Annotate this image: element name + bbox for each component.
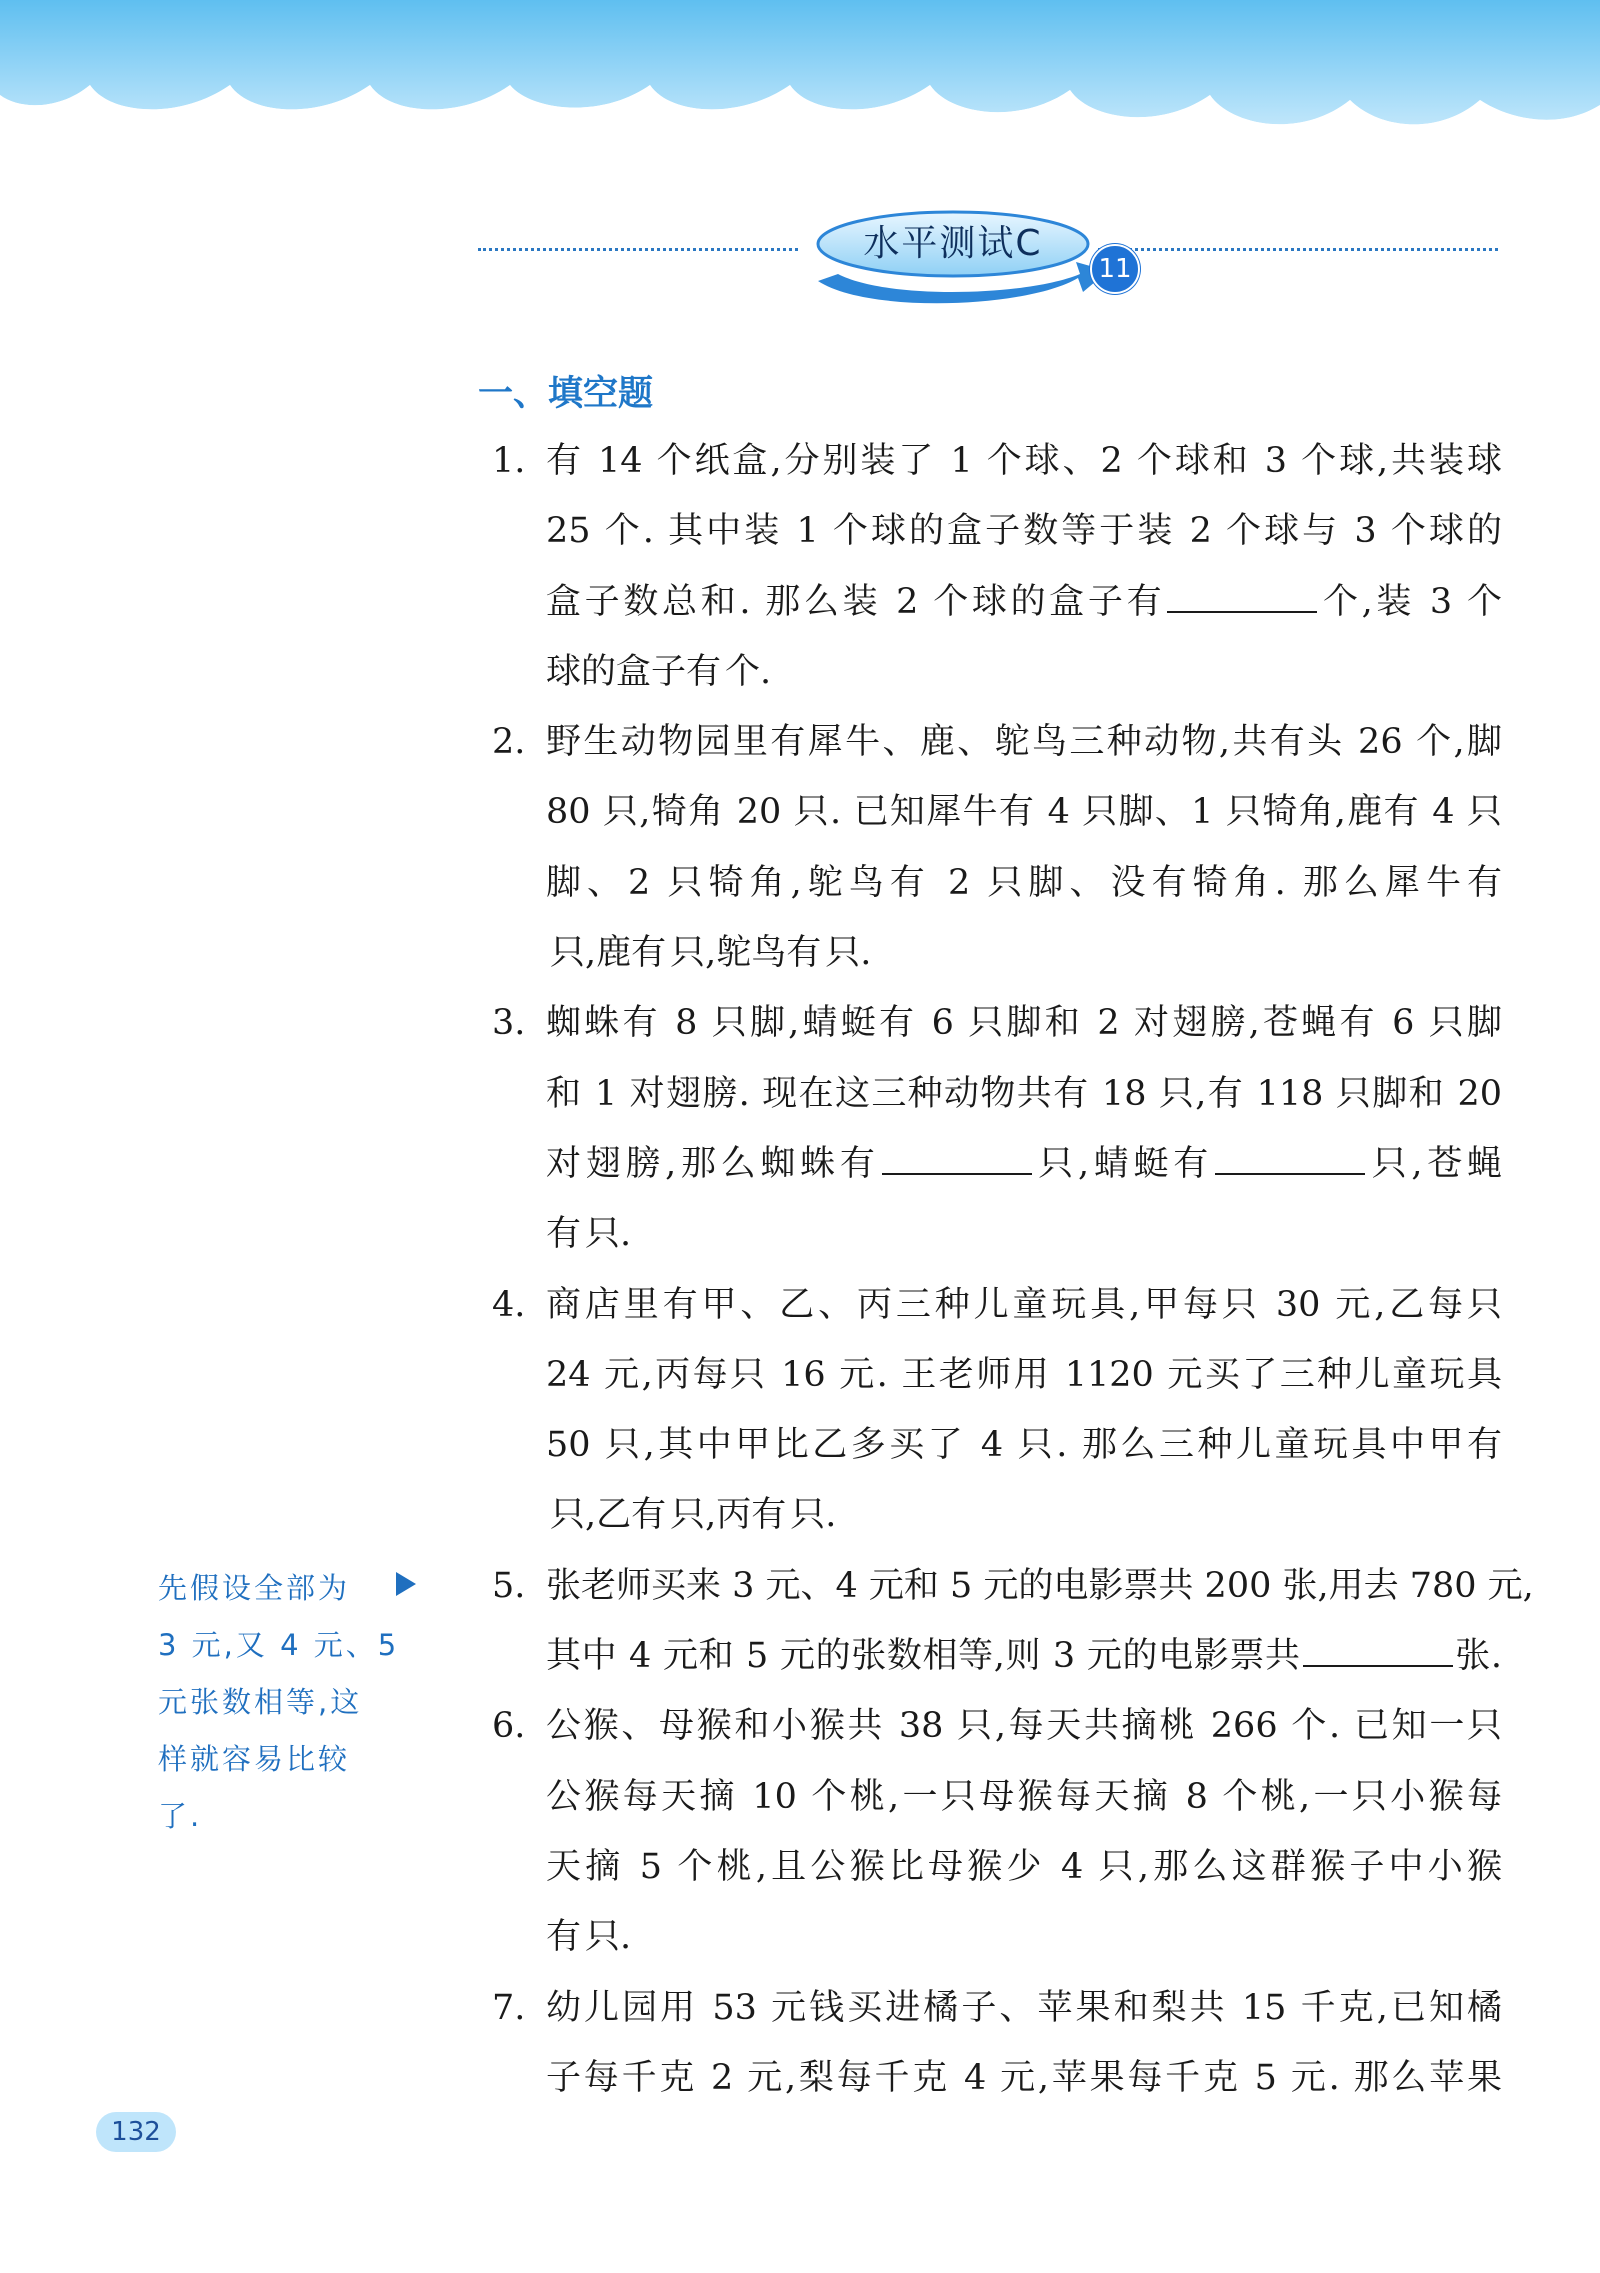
problem-3 xyxy=(492,988,1502,1269)
header-dotted-rule-right xyxy=(1098,248,1498,251)
problem-line: 只,鹿有 只,鸵鸟有 只. xyxy=(550,933,872,974)
test-title: 水平测试C xyxy=(863,223,1043,264)
problem-line: 盒子数总和. 那么装 2 个球的盒子有 个,装 3 个 xyxy=(546,567,1502,637)
chapter-header xyxy=(478,196,1498,306)
problem-number: 2. xyxy=(492,722,526,763)
margin-hint xyxy=(158,1560,418,1845)
hint-line: 元张数相等,这 xyxy=(158,1685,363,1719)
problem-line: 50 只,其中甲比乙多买了 4 只. 那么三种儿童玩具中甲有 xyxy=(546,1425,1502,1466)
sky-cloud-banner xyxy=(0,0,1600,170)
title-badge xyxy=(778,196,1118,316)
problem-line: 24 元,丙每只 16 元. 王老师用 1120 元买了三种儿童玩具 xyxy=(546,1354,1502,1395)
page-number: 132 xyxy=(96,2112,176,2152)
answer-blank[interactable] xyxy=(1167,571,1317,613)
problem-line: 其中 4 元和 5 元的张数相等,则 3 元的电影票共 张. xyxy=(546,1621,1502,1691)
pointer-arrow-icon xyxy=(396,1572,416,1596)
section-heading: 一、填空题 xyxy=(478,374,654,414)
problem-line: 幼儿园用 53 元钱买进橘子、苹果和梨共 15 千克,已知橘 xyxy=(546,1987,1502,2028)
problem-number: 6. xyxy=(492,1706,526,1747)
hint-line: 样就容易比较 xyxy=(158,1742,351,1776)
hint-line: 了. xyxy=(158,1799,203,1833)
hint-line: 先假设全部为 xyxy=(158,1571,351,1605)
problem-line: 蜘蛛有 8 只脚,蜻蜓有 6 只脚和 2 对翅膀,苍蝇有 6 只脚 xyxy=(546,1003,1502,1044)
problem-line: 有 只. xyxy=(546,1214,632,1255)
problem-5 xyxy=(492,1551,1534,1692)
problem-line: 和 1 对翅膀. 现在这三种动物共有 18 只,有 118 只脚和 20 xyxy=(546,1073,1502,1114)
problem-line: 有 只. xyxy=(546,1917,632,1958)
problem-6 xyxy=(492,1691,1502,1972)
problem-line: 张老师买来 3 元、4 元和 5 元的电影票共 200 张,用去 780 元, xyxy=(546,1565,1534,1606)
header-dotted-rule-left xyxy=(478,248,798,251)
problem-number: 4. xyxy=(492,1284,526,1325)
problem-line: 只,乙有 只,丙有 只. xyxy=(550,1495,837,1536)
problem-line: 天摘 5 个桃,且公猴比母猴少 4 只,那么这群猴子中小猴 xyxy=(546,1846,1502,1887)
problem-line: 公猴每天摘 10 个桃,一只母猴每天摘 8 个桃,一只小猴每 xyxy=(546,1776,1502,1817)
problem-line: 商店里有甲、乙、丙三种儿童玩具,甲每只 30 元,乙每只 xyxy=(546,1284,1502,1325)
problem-line: 80 只,犄角 20 只. 已知犀牛有 4 只脚、1 只犄角,鹿有 4 只 xyxy=(546,792,1502,833)
problem-number: 5. xyxy=(492,1565,526,1606)
problem-7 xyxy=(492,1973,1502,2114)
problem-number: 1. xyxy=(492,441,526,481)
problem-number: 7. xyxy=(492,1987,526,2028)
problem-2 xyxy=(492,707,1502,988)
chapter-number-badge: 11 xyxy=(1090,244,1140,294)
problem-line: 对翅膀,那么蜘蛛有 只,蜻蜓有 只,苍蝇 xyxy=(546,1129,1502,1199)
answer-blank[interactable] xyxy=(1303,1625,1453,1667)
problem-line: 有 14 个纸盒,分别装了 1 个球、2 个球和 3 个球,共装球 xyxy=(546,441,1502,481)
problem-line: 公猴、母猴和小猴共 38 只,每天共摘桃 266 个. 已知一只 xyxy=(546,1706,1502,1747)
problem-number: 3. xyxy=(492,1003,526,1044)
problem-line: 球的盒子有 个. xyxy=(546,651,772,692)
problem-1 xyxy=(492,426,1502,707)
hint-line: 3 元,又 4 元、5 xyxy=(158,1628,400,1662)
problem-line: 脚、2 只犄角,鸵鸟有 2 只脚、没有犄角. 那么犀牛有 xyxy=(546,862,1502,903)
answer-blank[interactable] xyxy=(1215,1133,1365,1175)
problem-line: 野生动物园里有犀牛、鹿、鸵鸟三种动物,共有头 26 个,脚 xyxy=(546,722,1502,763)
problem-list xyxy=(492,426,1534,2113)
problem-line: 25 个. 其中装 1 个球的盒子数等于装 2 个球与 3 个球的 xyxy=(546,511,1502,552)
problem-4 xyxy=(492,1270,1502,1551)
answer-blank[interactable] xyxy=(882,1133,1032,1175)
problem-line: 子每千克 2 元,梨每千克 4 元,苹果每千克 5 元. 那么苹果 xyxy=(546,2057,1502,2098)
